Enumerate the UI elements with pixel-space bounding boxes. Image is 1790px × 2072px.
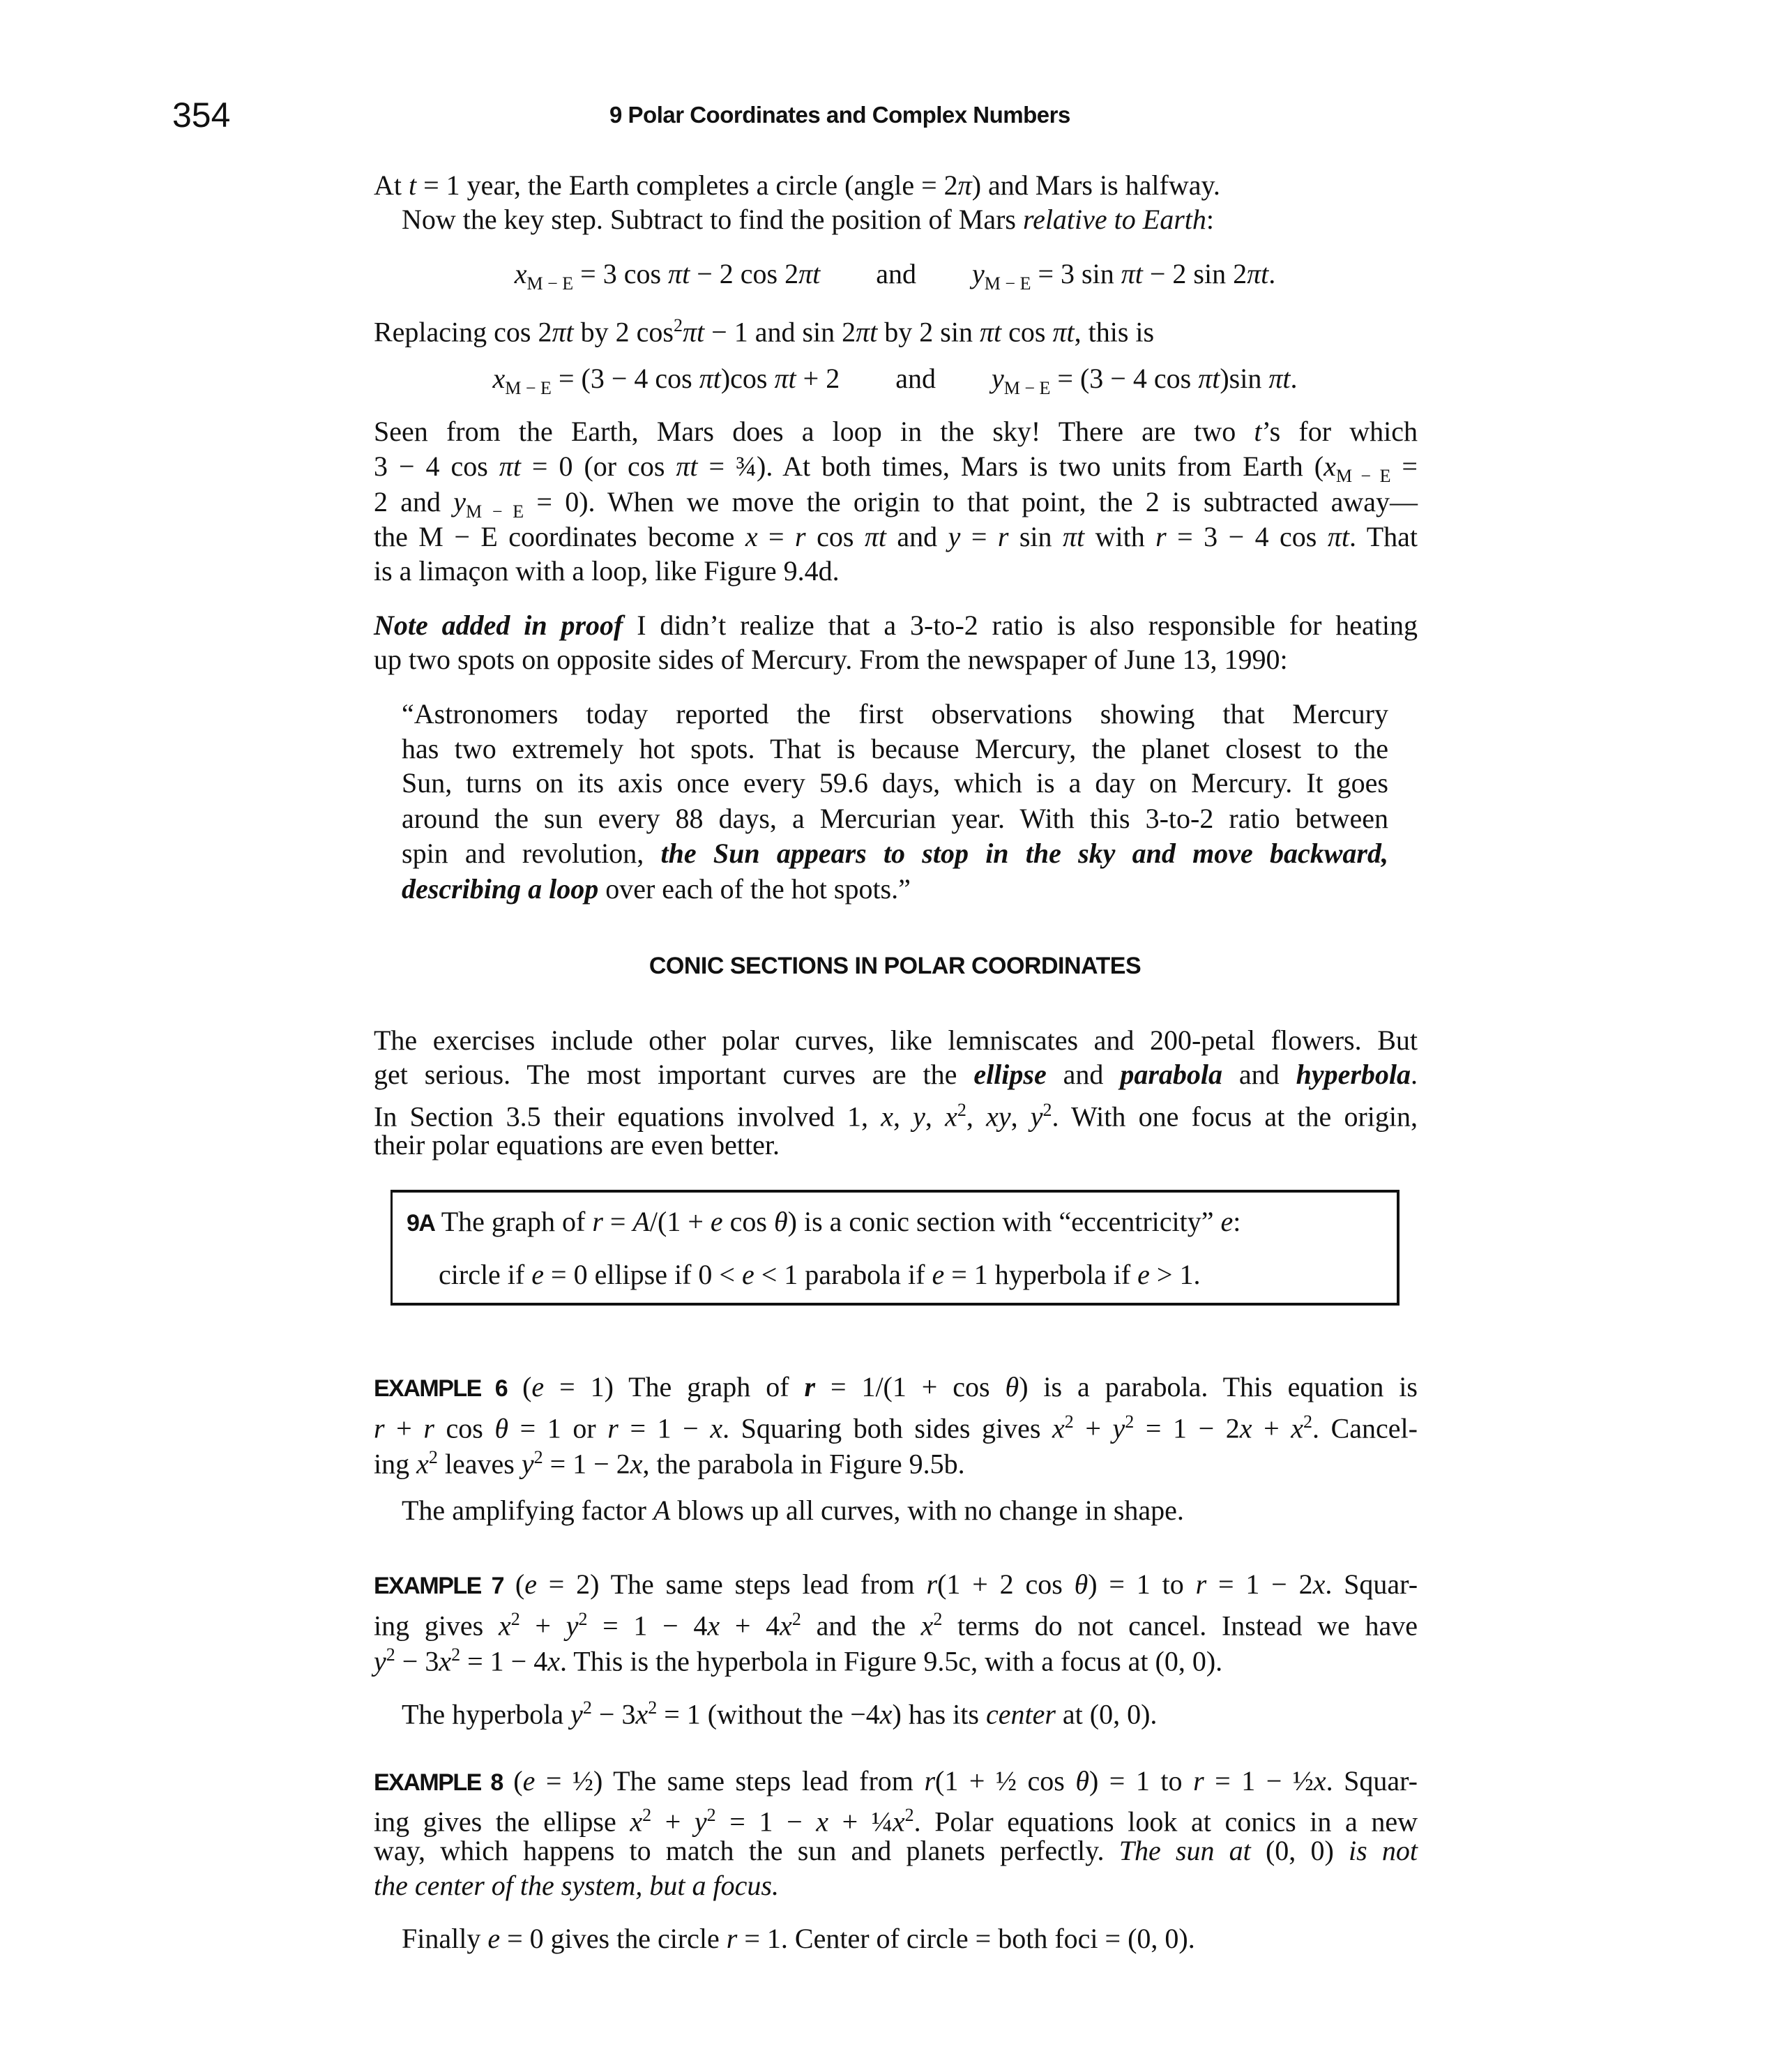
text-run: ) has its bbox=[892, 1698, 986, 1730]
text-run: 2 bbox=[533, 1447, 543, 1467]
note-line bbox=[374, 608, 1418, 643]
text-run: . This is the hyperbola in Figure 9.5c, with a focus at (0, 0). bbox=[559, 1645, 1223, 1677]
text-run: the M − E coordinates become bbox=[374, 521, 745, 552]
text-run: (0, 0) bbox=[1250, 1835, 1349, 1866]
text-run: r bbox=[997, 521, 1009, 552]
text-run: = 2) The same steps lead from bbox=[536, 1568, 927, 1600]
text-run: is not bbox=[1349, 1835, 1418, 1866]
text-run: t bbox=[1254, 416, 1262, 447]
text-run: , bbox=[925, 1101, 946, 1133]
text-run: Note added in proof bbox=[374, 610, 623, 641]
text-run: sin bbox=[1008, 521, 1063, 552]
theorem-statement bbox=[407, 1204, 1241, 1239]
text-run: πt bbox=[1198, 363, 1220, 394]
text-run: ) is a conic section with “eccentricity” bbox=[787, 1206, 1221, 1237]
page-number: 354 bbox=[172, 96, 231, 135]
text-run: + 4 bbox=[720, 1610, 780, 1642]
text-run: M − E bbox=[466, 501, 524, 522]
paragraph-line bbox=[374, 168, 1418, 203]
text-run: /(1 + bbox=[649, 1206, 711, 1237]
text-run: 2 bbox=[578, 1609, 588, 1629]
text-run: . Squar- bbox=[1326, 1765, 1418, 1797]
text-run: x bbox=[1291, 1412, 1304, 1444]
text-run: 2 bbox=[1064, 1412, 1074, 1432]
text-run: cos bbox=[805, 521, 865, 552]
text-run: spin and revolution, bbox=[402, 838, 661, 869]
text-run: 2 bbox=[957, 1100, 966, 1120]
text-run: r bbox=[795, 521, 806, 552]
text-run: The graph of bbox=[434, 1206, 593, 1237]
text-run: ’s for which bbox=[1261, 416, 1418, 447]
text-run: ) is a parabola. This equation is bbox=[1019, 1371, 1418, 1402]
text-run: M − E bbox=[505, 378, 552, 399]
text-run: e bbox=[524, 1568, 537, 1600]
text-run: ) = 1 to bbox=[1088, 1568, 1196, 1600]
text-line bbox=[374, 1405, 1418, 1444]
text-run: is a limaçon with a loop, like Figure 9.4d. bbox=[374, 555, 840, 587]
text-run: πt bbox=[1052, 316, 1075, 348]
text-run: r bbox=[1155, 521, 1167, 552]
text-run: CONIC SECTIONS IN POLAR COORDINATES bbox=[649, 953, 1141, 979]
text-run: = 1 − bbox=[715, 1806, 817, 1838]
text-run: by 2 cos bbox=[573, 316, 674, 348]
text-run: y bbox=[374, 1645, 386, 1677]
text-run: x bbox=[816, 1806, 829, 1838]
text-run: = 1 − 2 bbox=[543, 1448, 630, 1480]
text-run: relative to Earth bbox=[1022, 204, 1206, 235]
text-run: x bbox=[892, 1806, 905, 1838]
text-run: y bbox=[566, 1610, 579, 1642]
text-run: r bbox=[374, 1412, 385, 1444]
text-run: . Polar equations look at conics in a new bbox=[913, 1806, 1418, 1838]
text-run: x bbox=[492, 363, 506, 394]
example-8-line bbox=[374, 1764, 1418, 1799]
text-run: M − E bbox=[1003, 378, 1051, 399]
text-run: πt bbox=[682, 316, 705, 348]
text-run: M − E bbox=[984, 273, 1031, 294]
text-run: r bbox=[924, 1765, 936, 1797]
text-run: θ bbox=[774, 1206, 788, 1237]
text-run: blows up all curves, with no change in shape. bbox=[670, 1495, 1184, 1526]
text-run: 2 bbox=[1125, 1412, 1135, 1432]
text-run: , bbox=[893, 1101, 913, 1133]
text-run: = 1 hyperbola if bbox=[944, 1259, 1138, 1290]
quote-line bbox=[402, 801, 1388, 836]
text-run: EXAMPLE 7 bbox=[374, 1573, 504, 1599]
text-run: : bbox=[1233, 1206, 1241, 1237]
text-run: > 1. bbox=[1149, 1259, 1201, 1290]
text-run: r bbox=[607, 1412, 619, 1444]
text-run: x bbox=[630, 1448, 643, 1480]
text-run: + bbox=[1252, 1412, 1291, 1444]
text-run: y bbox=[521, 1448, 534, 1480]
example-6-line bbox=[374, 1370, 1418, 1405]
text-run: − 2 sin 2 bbox=[1142, 258, 1247, 289]
text-line bbox=[374, 1023, 1418, 1058]
text-run: e bbox=[710, 1206, 723, 1237]
text-run: hyperbola bbox=[1296, 1059, 1411, 1090]
text-run: and bbox=[886, 521, 948, 552]
text-run: ) = 1 to bbox=[1089, 1765, 1194, 1797]
text-run: 2 bbox=[904, 1805, 914, 1825]
text-run: − 2 cos 2 bbox=[690, 258, 799, 289]
text-run: y bbox=[972, 258, 985, 289]
text-run: A bbox=[653, 1495, 671, 1526]
text-run: y bbox=[570, 1698, 583, 1730]
text-run: πt bbox=[774, 363, 796, 394]
text-run: t bbox=[409, 169, 417, 201]
text-run: leaves bbox=[437, 1448, 522, 1480]
text-run: = bbox=[757, 521, 796, 552]
text-run: up two spots on opposite sides of Mercury. From the newspaper of June 13, 1990: bbox=[374, 644, 1288, 675]
text-run: x bbox=[710, 1412, 723, 1444]
text-run: + bbox=[1073, 1412, 1113, 1444]
quote-line bbox=[402, 732, 1388, 766]
text-run: center bbox=[985, 1698, 1056, 1730]
text-run: . Cancel- bbox=[1312, 1412, 1418, 1444]
text-run: EXAMPLE 8 bbox=[374, 1769, 503, 1796]
text-run: y bbox=[991, 363, 1004, 394]
text-run: e bbox=[932, 1259, 945, 1290]
text-run: EXAMPLE 6 bbox=[374, 1375, 508, 1402]
text-line bbox=[402, 202, 1214, 237]
text-run: e bbox=[487, 1923, 501, 1954]
text-run: by 2 sin bbox=[877, 316, 980, 348]
text-run: “Astronomers today reported the first observations showing that Mercury bbox=[402, 698, 1388, 729]
text-run: πt bbox=[979, 316, 1002, 348]
equation-line bbox=[0, 361, 1790, 399]
text-run: y bbox=[948, 521, 961, 552]
text-run: A bbox=[632, 1206, 650, 1237]
text-run: ing gives the ellipse bbox=[374, 1806, 630, 1838]
text-run: θ bbox=[1005, 1371, 1019, 1402]
text-run: . Squaring both sides gives bbox=[722, 1412, 1053, 1444]
text-run: x bbox=[879, 1698, 893, 1730]
text-run: their polar equations are even better. bbox=[374, 1129, 780, 1160]
text-line bbox=[374, 1057, 1418, 1092]
text-run: the center of the system, but a focus. bbox=[374, 1870, 779, 1901]
text-run: = (3 − 4 cos bbox=[1050, 363, 1199, 394]
text-run: e bbox=[531, 1371, 545, 1402]
text-run: + ¼ bbox=[828, 1806, 893, 1838]
text-run: xy bbox=[986, 1101, 1011, 1133]
text-run: = 1) The graph of bbox=[544, 1371, 805, 1402]
text-run: − 1 and sin 2 bbox=[704, 316, 856, 348]
text-run: Now the key step. Subtract to find the position of Mars bbox=[402, 204, 1023, 235]
text-run: πt bbox=[1121, 258, 1143, 289]
text-run: ing gives bbox=[374, 1610, 499, 1642]
text-run: x bbox=[780, 1610, 792, 1642]
text-run: = 1 (without the −4 bbox=[657, 1698, 880, 1730]
text-run: describing a loop bbox=[402, 873, 599, 905]
text-run: The amplifying factor bbox=[402, 1495, 653, 1526]
text-run: πt bbox=[676, 451, 698, 482]
text-run: = bbox=[1390, 451, 1418, 482]
text-run: = 3 cos bbox=[573, 258, 669, 289]
text-run: x bbox=[1323, 451, 1336, 482]
text-run: x bbox=[1052, 1412, 1065, 1444]
text-run: , this is bbox=[1074, 316, 1155, 348]
text-run: over each of the hot spots.” bbox=[598, 873, 911, 905]
text-line bbox=[374, 1440, 1418, 1480]
text-run: . bbox=[1290, 363, 1298, 394]
text-run: x bbox=[514, 258, 527, 289]
text-run: r bbox=[592, 1206, 603, 1237]
text-run: cos bbox=[434, 1412, 495, 1444]
text-run: θ bbox=[494, 1412, 509, 1444]
text-run: x bbox=[707, 1610, 720, 1642]
text-run: 2 bbox=[706, 1805, 716, 1825]
text-run: 2 bbox=[648, 1697, 658, 1718]
text-run: The hyperbola bbox=[402, 1698, 571, 1730]
text-run: and bbox=[1222, 1059, 1296, 1090]
text-run: )cos bbox=[720, 363, 775, 394]
text-run: Seen from the Earth, Mars does a loop in the sky! There are two bbox=[374, 416, 1254, 447]
text-run: M − E bbox=[526, 273, 574, 294]
text-run: Replacing cos 2 bbox=[374, 316, 552, 348]
text-run: = 1/(1 + cos bbox=[815, 1371, 1006, 1402]
text-run: ) and Mars is halfway. bbox=[971, 169, 1220, 201]
text-run: 9A bbox=[407, 1210, 435, 1237]
text-run: . bbox=[1268, 258, 1276, 289]
text-run: x bbox=[1313, 1765, 1326, 1797]
text-run: x bbox=[416, 1448, 429, 1480]
text-run: 2 bbox=[1303, 1412, 1313, 1432]
text-run: 2 bbox=[582, 1697, 592, 1718]
text-run: e bbox=[741, 1259, 754, 1290]
text-run: = 1 year, the Earth completes a circle (angle = 2 bbox=[416, 169, 958, 201]
text-run: , the parabola in Figure 9.5b. bbox=[642, 1448, 965, 1480]
text-run: = 1 − 4 bbox=[460, 1645, 548, 1677]
equation-line bbox=[0, 257, 1790, 292]
text-run: Finally bbox=[402, 1923, 488, 1954]
text-run: x bbox=[920, 1610, 934, 1642]
text-run: and bbox=[820, 258, 973, 289]
text-run: M − E bbox=[1335, 466, 1391, 487]
text-run: = 0 ellipse if 0 < bbox=[544, 1259, 742, 1290]
text-run: The sun at bbox=[1118, 1835, 1251, 1866]
text-run: (1 + 2 cos bbox=[937, 1568, 1075, 1600]
text-run: terms do not cancel. Instead we have bbox=[942, 1610, 1418, 1642]
text-run: y bbox=[913, 1101, 925, 1133]
text-run: = 3 − 4 cos bbox=[1166, 521, 1328, 552]
text-line bbox=[374, 642, 1418, 677]
quote-line bbox=[402, 872, 1388, 907]
text-line bbox=[402, 1493, 1184, 1528]
text-run: 2 bbox=[673, 315, 683, 335]
quote-line bbox=[402, 836, 1388, 871]
text-run: At bbox=[374, 169, 409, 201]
text-run: )sin bbox=[1220, 363, 1269, 394]
text-run: x bbox=[630, 1806, 643, 1838]
text-run: e bbox=[531, 1259, 545, 1290]
text-run: = 1 − ½ bbox=[1204, 1765, 1314, 1797]
text-run: 2 and bbox=[374, 486, 454, 517]
text-line bbox=[374, 554, 1418, 589]
text-run: πt bbox=[856, 316, 878, 348]
text-run: πt bbox=[552, 316, 574, 348]
text-run: (1 + ½ cos bbox=[935, 1765, 1076, 1797]
text-run: In Section 3.5 their equations involved 1, bbox=[374, 1101, 881, 1133]
quote-line bbox=[402, 697, 1388, 732]
text-run: x bbox=[745, 521, 758, 552]
text-line bbox=[374, 485, 1418, 520]
text-run: r bbox=[926, 1568, 938, 1600]
text-run: = ½) The same steps lead from bbox=[535, 1765, 925, 1797]
text-line bbox=[374, 1093, 1418, 1133]
text-run: ( bbox=[503, 1568, 525, 1600]
text-run: − 3 bbox=[591, 1698, 636, 1730]
text-run: r bbox=[804, 1371, 816, 1402]
text-run: x bbox=[881, 1101, 893, 1133]
text-run: 2 bbox=[510, 1609, 520, 1629]
text-run: has two extremely hot spots. That is because Mercury, the planet closest to the bbox=[402, 733, 1388, 764]
text-run: and bbox=[1046, 1059, 1121, 1090]
text-run: with bbox=[1084, 521, 1156, 552]
text-run: πt bbox=[668, 258, 690, 289]
text-run: . Squar- bbox=[1325, 1568, 1418, 1600]
text-run: 2 bbox=[791, 1609, 801, 1629]
text-run: x bbox=[635, 1698, 649, 1730]
text-line bbox=[374, 308, 1418, 348]
text-run: 2 bbox=[451, 1644, 461, 1665]
text-run: = bbox=[960, 521, 998, 552]
text-run: π bbox=[957, 169, 972, 201]
text-run: = 0 gives the circle bbox=[500, 1923, 727, 1954]
text-run: , bbox=[1010, 1101, 1031, 1133]
text-run: ( bbox=[507, 1371, 532, 1402]
text-run: I didn’t realize that a 3-to-2 ratio is also responsible for heating bbox=[623, 610, 1418, 641]
text-run: 2 bbox=[386, 1644, 395, 1665]
text-run: = 0). When we move the origin to that point, the 2 is subtracted away— bbox=[524, 486, 1418, 517]
text-run: r bbox=[423, 1412, 434, 1444]
text-run: Sun, turns on its axis once every 59.6 days, which is a day on Mercury. It goes bbox=[402, 767, 1388, 799]
text-run: πt bbox=[699, 363, 721, 394]
text-run: = 3 sin bbox=[1031, 258, 1121, 289]
text-line bbox=[374, 1833, 1418, 1868]
text-run: y bbox=[453, 486, 466, 517]
text-run: = (3 − 4 cos bbox=[551, 363, 699, 394]
text-run: πt bbox=[1247, 258, 1269, 289]
quote-line bbox=[402, 766, 1388, 801]
text-line bbox=[374, 1638, 1418, 1677]
text-run: e bbox=[1220, 1206, 1234, 1237]
text-run: 2 bbox=[428, 1447, 438, 1467]
text-run: πt bbox=[499, 451, 521, 482]
text-run: x bbox=[498, 1610, 511, 1642]
section-heading bbox=[0, 948, 1790, 983]
text-line bbox=[374, 1868, 1418, 1903]
text-run: ellipse bbox=[973, 1059, 1047, 1090]
text-run: : bbox=[1206, 204, 1215, 235]
text-run: get serious. The most important curves are the bbox=[374, 1059, 974, 1090]
text-run: r bbox=[726, 1923, 738, 1954]
text-run: πt bbox=[1268, 363, 1291, 394]
text-run: x bbox=[945, 1101, 957, 1133]
text-run: and bbox=[840, 363, 992, 394]
text-run: πt bbox=[1327, 521, 1349, 552]
text-run: 2 bbox=[933, 1609, 943, 1629]
text-run: cos bbox=[722, 1206, 774, 1237]
text-run: = 1 − 2 bbox=[1206, 1568, 1313, 1600]
text-run: . With one focus at the origin, bbox=[1052, 1101, 1418, 1133]
text-run: , bbox=[966, 1101, 987, 1133]
text-run: y bbox=[1030, 1101, 1043, 1133]
text-run: x bbox=[1312, 1568, 1326, 1600]
text-run: parabola bbox=[1120, 1059, 1222, 1090]
text-run: cos bbox=[1001, 316, 1053, 348]
text-run: x bbox=[547, 1645, 560, 1677]
text-run: e bbox=[1137, 1259, 1150, 1290]
text-run: + bbox=[384, 1412, 424, 1444]
text-run: 3 − 4 cos bbox=[374, 451, 499, 482]
text-run: + bbox=[519, 1610, 566, 1642]
text-line bbox=[374, 449, 1418, 487]
text-run: < 1 parabola if bbox=[754, 1259, 932, 1290]
text-run: = 1 − bbox=[618, 1412, 711, 1444]
text-run: The exercises include other polar curves, like lemniscates and 200-petal flowers. But bbox=[374, 1024, 1418, 1056]
text-run: = 1. Center of circle = both foci = (0, 0). bbox=[737, 1923, 1195, 1954]
text-run: πt bbox=[1062, 521, 1085, 552]
text-run: = bbox=[602, 1206, 633, 1237]
text-run: 2 bbox=[642, 1805, 652, 1825]
text-run: = 1 − 2 bbox=[1134, 1412, 1240, 1444]
text-run: y bbox=[1112, 1412, 1125, 1444]
example-7-line bbox=[374, 1567, 1418, 1602]
text-line bbox=[402, 1691, 1158, 1730]
text-run: around the sun every 88 days, a Mercurian year. With this 3-to-2 ratio between bbox=[402, 803, 1388, 834]
text-run: = ¾). At both times, Mars is two units from Earth ( bbox=[697, 451, 1324, 482]
text-run: circle if bbox=[439, 1259, 532, 1290]
text-run: at (0, 0). bbox=[1055, 1698, 1158, 1730]
text-run: = 1 − 4 bbox=[587, 1610, 708, 1642]
text-run: θ bbox=[1075, 1765, 1089, 1797]
text-run: e bbox=[522, 1765, 536, 1797]
text-run: − 3 bbox=[395, 1645, 439, 1677]
text-run: way, which happens to match the sun and planets perfectly. bbox=[374, 1835, 1119, 1866]
text-run: and the bbox=[801, 1610, 921, 1642]
text-run: = 0 (or cos bbox=[520, 451, 676, 482]
theorem-cases bbox=[439, 1257, 1200, 1292]
text-run: y bbox=[694, 1806, 707, 1838]
text-run: + bbox=[651, 1806, 695, 1838]
text-run: r bbox=[1195, 1568, 1207, 1600]
text-line bbox=[374, 1798, 1418, 1838]
text-run: = 1 or bbox=[508, 1412, 608, 1444]
text-line bbox=[374, 1128, 1418, 1163]
text-run: . That bbox=[1349, 521, 1418, 552]
text-line bbox=[374, 414, 1418, 449]
text-line bbox=[374, 520, 1418, 554]
text-run: θ bbox=[1074, 1568, 1089, 1600]
text-run: the Sun appears to stop in the sky and move backward, bbox=[660, 838, 1388, 869]
text-run: ing bbox=[374, 1448, 417, 1480]
text-run: x bbox=[1239, 1412, 1252, 1444]
text-run: + 2 bbox=[796, 363, 840, 394]
text-run: πt bbox=[864, 521, 886, 552]
text-line bbox=[374, 1602, 1418, 1642]
text-run: πt bbox=[798, 258, 821, 289]
running-head: 9 Polar Coordinates and Complex Numbers bbox=[609, 102, 1070, 128]
text-run: ( bbox=[502, 1765, 523, 1797]
text-run: . bbox=[1411, 1059, 1418, 1090]
text-line bbox=[402, 1921, 1195, 1956]
text-run: x bbox=[439, 1645, 452, 1677]
text-run: r bbox=[1193, 1765, 1204, 1797]
text-run: 2 bbox=[1042, 1100, 1052, 1120]
